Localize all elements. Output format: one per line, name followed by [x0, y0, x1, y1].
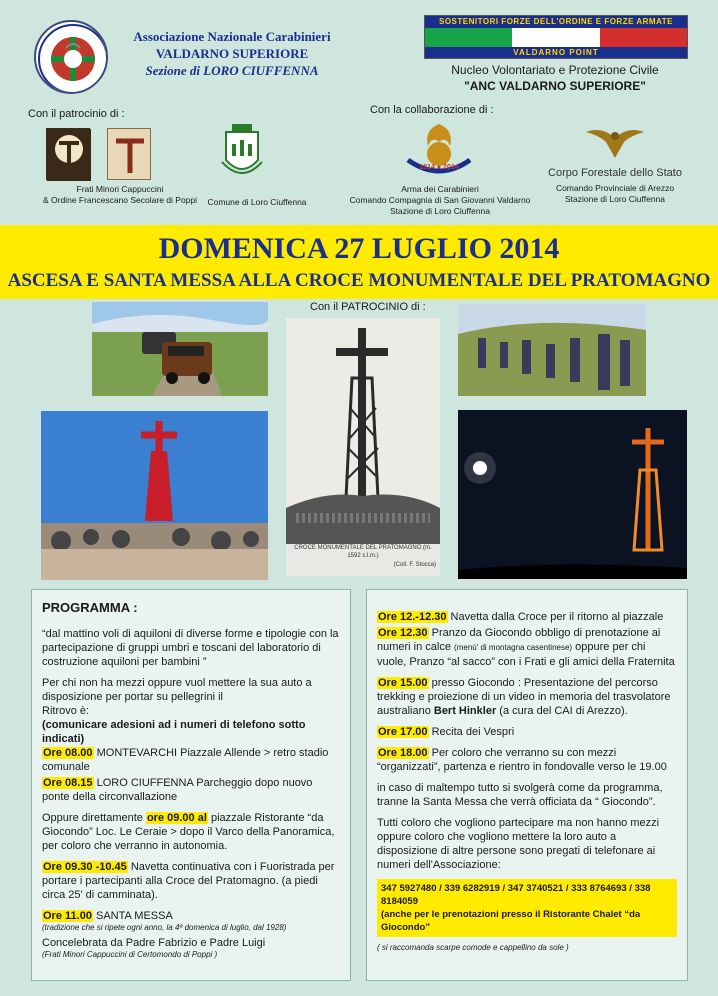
anc-emblem-icon: [36, 22, 108, 94]
franciscan-logo: [107, 128, 151, 180]
italian-flag-banner: [424, 15, 688, 59]
return-shuttle: Ore 12.-12.30 Navetta dalla Croce per il ritorno al piazzale: [378, 611, 664, 623]
nucleo-line2: "ANC VALDARNO SUPERIORE": [464, 79, 646, 93]
red-cross-crowd-image: [41, 411, 268, 580]
event-subtitle: ASCESA E SANTA MESSA ALLA CROCE MONUMENTALE DEL PRATOMAGNO: [7, 270, 711, 291]
jeeps-photo: [92, 302, 268, 396]
mass-note: (tradizione che si ripete ogni anno, la 4ª domenica di luglio, dal 1928): [42, 923, 287, 932]
lunch-info: Ore 12.30 Pranzo da Giocondo obbligo di prenotazione ai numeri in calce (menù' di montagna casentinese) oppure per chi vuole, Pranzo “al sacco” con i Frati e gli amici della Fraternita: [377, 627, 675, 668]
tau-cross-icon: [47, 129, 91, 181]
patrocinio-label: Con il PATROCINIO di :: [310, 301, 426, 313]
arma-years: 1814 ● 2014: [419, 164, 459, 171]
para-cars: Per chi non ha mezzi oppure vuol mettere la sua auto a disposizione per portar su pellegrini il Ritrovo è: (comunicare adesioni ad i numeri di telefono sotto indicati): [42, 677, 312, 745]
tau-logo: [46, 128, 90, 180]
banner-bottom-text: VALDARNO POINT: [425, 47, 687, 58]
program-title: PROGRAMMA :: [42, 600, 138, 615]
recommendation-note: ( si raccomanda scarpe comode e cappellino da sole ): [377, 943, 569, 952]
anc-logo: [34, 20, 108, 94]
assoc-region: VALDARNO SUPERIORE: [155, 46, 309, 61]
forestale-logo: [584, 122, 646, 162]
program-right-box: [366, 589, 688, 981]
concelebration-note: (Frati Minori Cappuccini di Certomondo di Poppi ): [42, 950, 218, 959]
arma-caption: Arma dei Carabinieri Comando Compagnia di San Giovanni Valdarno Stazione di Loro Ciuffenna: [349, 184, 531, 216]
hikers-photo: [458, 304, 646, 396]
photo-credit: (Coll. F. Stocca): [393, 562, 436, 568]
historic-cross-photo: [286, 318, 440, 576]
assoc-name: Associazione Nazionale Carabinieri: [133, 29, 331, 44]
kites-intro: “dal mattino voli di aquiloni di diverse forme e tipologie con la partecipazione di gruppi umbri e toscani del laboratorio di costruzione aquiloni per bambini ”: [42, 628, 339, 668]
comune-crest: [218, 122, 266, 184]
event-date: DOMENICA 27 LUGLIO 2014: [158, 232, 560, 265]
association-title: [112, 28, 352, 79]
forestale-caption: Comando Provinciale di Arezzo Stazione di Loro Ciuffenna: [555, 183, 675, 204]
eagle-icon: [584, 122, 646, 162]
phones-note: (anche per le prenotazioni presso il Ristorante Chalet “da Giocondo”: [381, 909, 641, 933]
banner-top-text: SOSTENITORI FORZE DELL'ORDINE E FORZE ARMATE: [425, 16, 687, 28]
mass-info: Ore 11.00 SANTA MESSA: [43, 910, 173, 922]
carabinieri-logo: [404, 120, 474, 182]
phones-list: 347 5927480 / 339 6282919 / 347 3740521 / 333 8764693 / 338 8184059: [381, 883, 651, 907]
carabinieri-flame-icon: [404, 120, 474, 182]
meeting-montevarchi: Ore 08.00 MONTEVARCHI Piazzale Allende > retro stadio comunale: [42, 747, 329, 773]
presentation-info: Ore 15.00 presso Giocondo : Presentazione del percorso trekking e proiezione di un video in memoria del trasvolatore australiano Bert Hinkler (a cura del CAI di Arezzo).: [377, 677, 671, 717]
red-cross-photo: [41, 411, 268, 580]
vespers-info: Ore 17.00 Recita dei Vespri: [378, 726, 515, 738]
shuttle-info: Ore 09.30 -10.45 Navetta continuativa con i Fuoristrada per portare i partecipanti alla Croce del Pratomagno. (a piedi circa 25' di camminata).: [42, 861, 335, 901]
illuminated-cross-image: [458, 410, 687, 579]
frati-caption: Frati Minori Cappuccini & Ordine Francescano Secolare di Poppi: [42, 184, 198, 205]
collaboration-label: Con la collaborazione di :: [370, 104, 494, 116]
monumental-cross-image: [286, 318, 440, 544]
event-banner: [0, 225, 718, 299]
meeting-giocondo: Oppure direttamente ore 09.00 al piazzale Ristorante “da Giocondo” Loc. Le Ceraie > dopo il Varco della Panoramica, per coloro che verranno in autonomia.: [42, 812, 335, 852]
contact-info: Tutti coloro che vogliono partecipare ma non hanno mezzi oppure coloro che vogliono mettere la loro auto a disposizione di altre persone sono pregati di telefonare ai numeri dell'Associazione:: [377, 817, 660, 871]
town-crest-icon: [218, 122, 266, 184]
patronage-label: Con il patrocinio di :: [28, 108, 125, 120]
night-cross-photo: [458, 410, 687, 579]
comune-caption: Comune di Loro Ciuffenna: [207, 197, 307, 207]
nucleo-line1: Nucleo Volontariato e Protezione Civile: [451, 63, 659, 77]
hikers-image: [458, 304, 646, 396]
meeting-loro: Ore 08.15 LORO CIUFFENNA Parcheggio dopo nuovo ponte della circonvallazione: [42, 777, 313, 803]
nucleo-title: [405, 62, 705, 94]
assoc-section: Sezione di LORO CIUFFENNA: [145, 63, 319, 78]
off-road-vehicles-image: [92, 302, 268, 396]
forestale-title: Corpo Forestale dello Stato: [548, 167, 682, 179]
phone-numbers: [377, 879, 677, 937]
program-left-box: [31, 589, 351, 981]
tau-symbol-icon: [108, 129, 152, 181]
departure-info: Ore 18.00 Per coloro che verranno su con mezzi “organizzati”, partenza e rientro in fondovalle verso le 19.00: [377, 747, 667, 773]
bad-weather-note: in caso di maltempo tutto si svolgerà come da programma, tranne la Santa Messa che verrà officiata da “ Giocondo”.: [377, 782, 663, 808]
photo-caption: CROCE MONUMENTALE DEL PRATOMAGNO (m. 1592 s.l.m.): [294, 545, 432, 559]
concelebration: Concelebrata da Padre Fabrizio e Padre Luigi: [42, 937, 266, 949]
